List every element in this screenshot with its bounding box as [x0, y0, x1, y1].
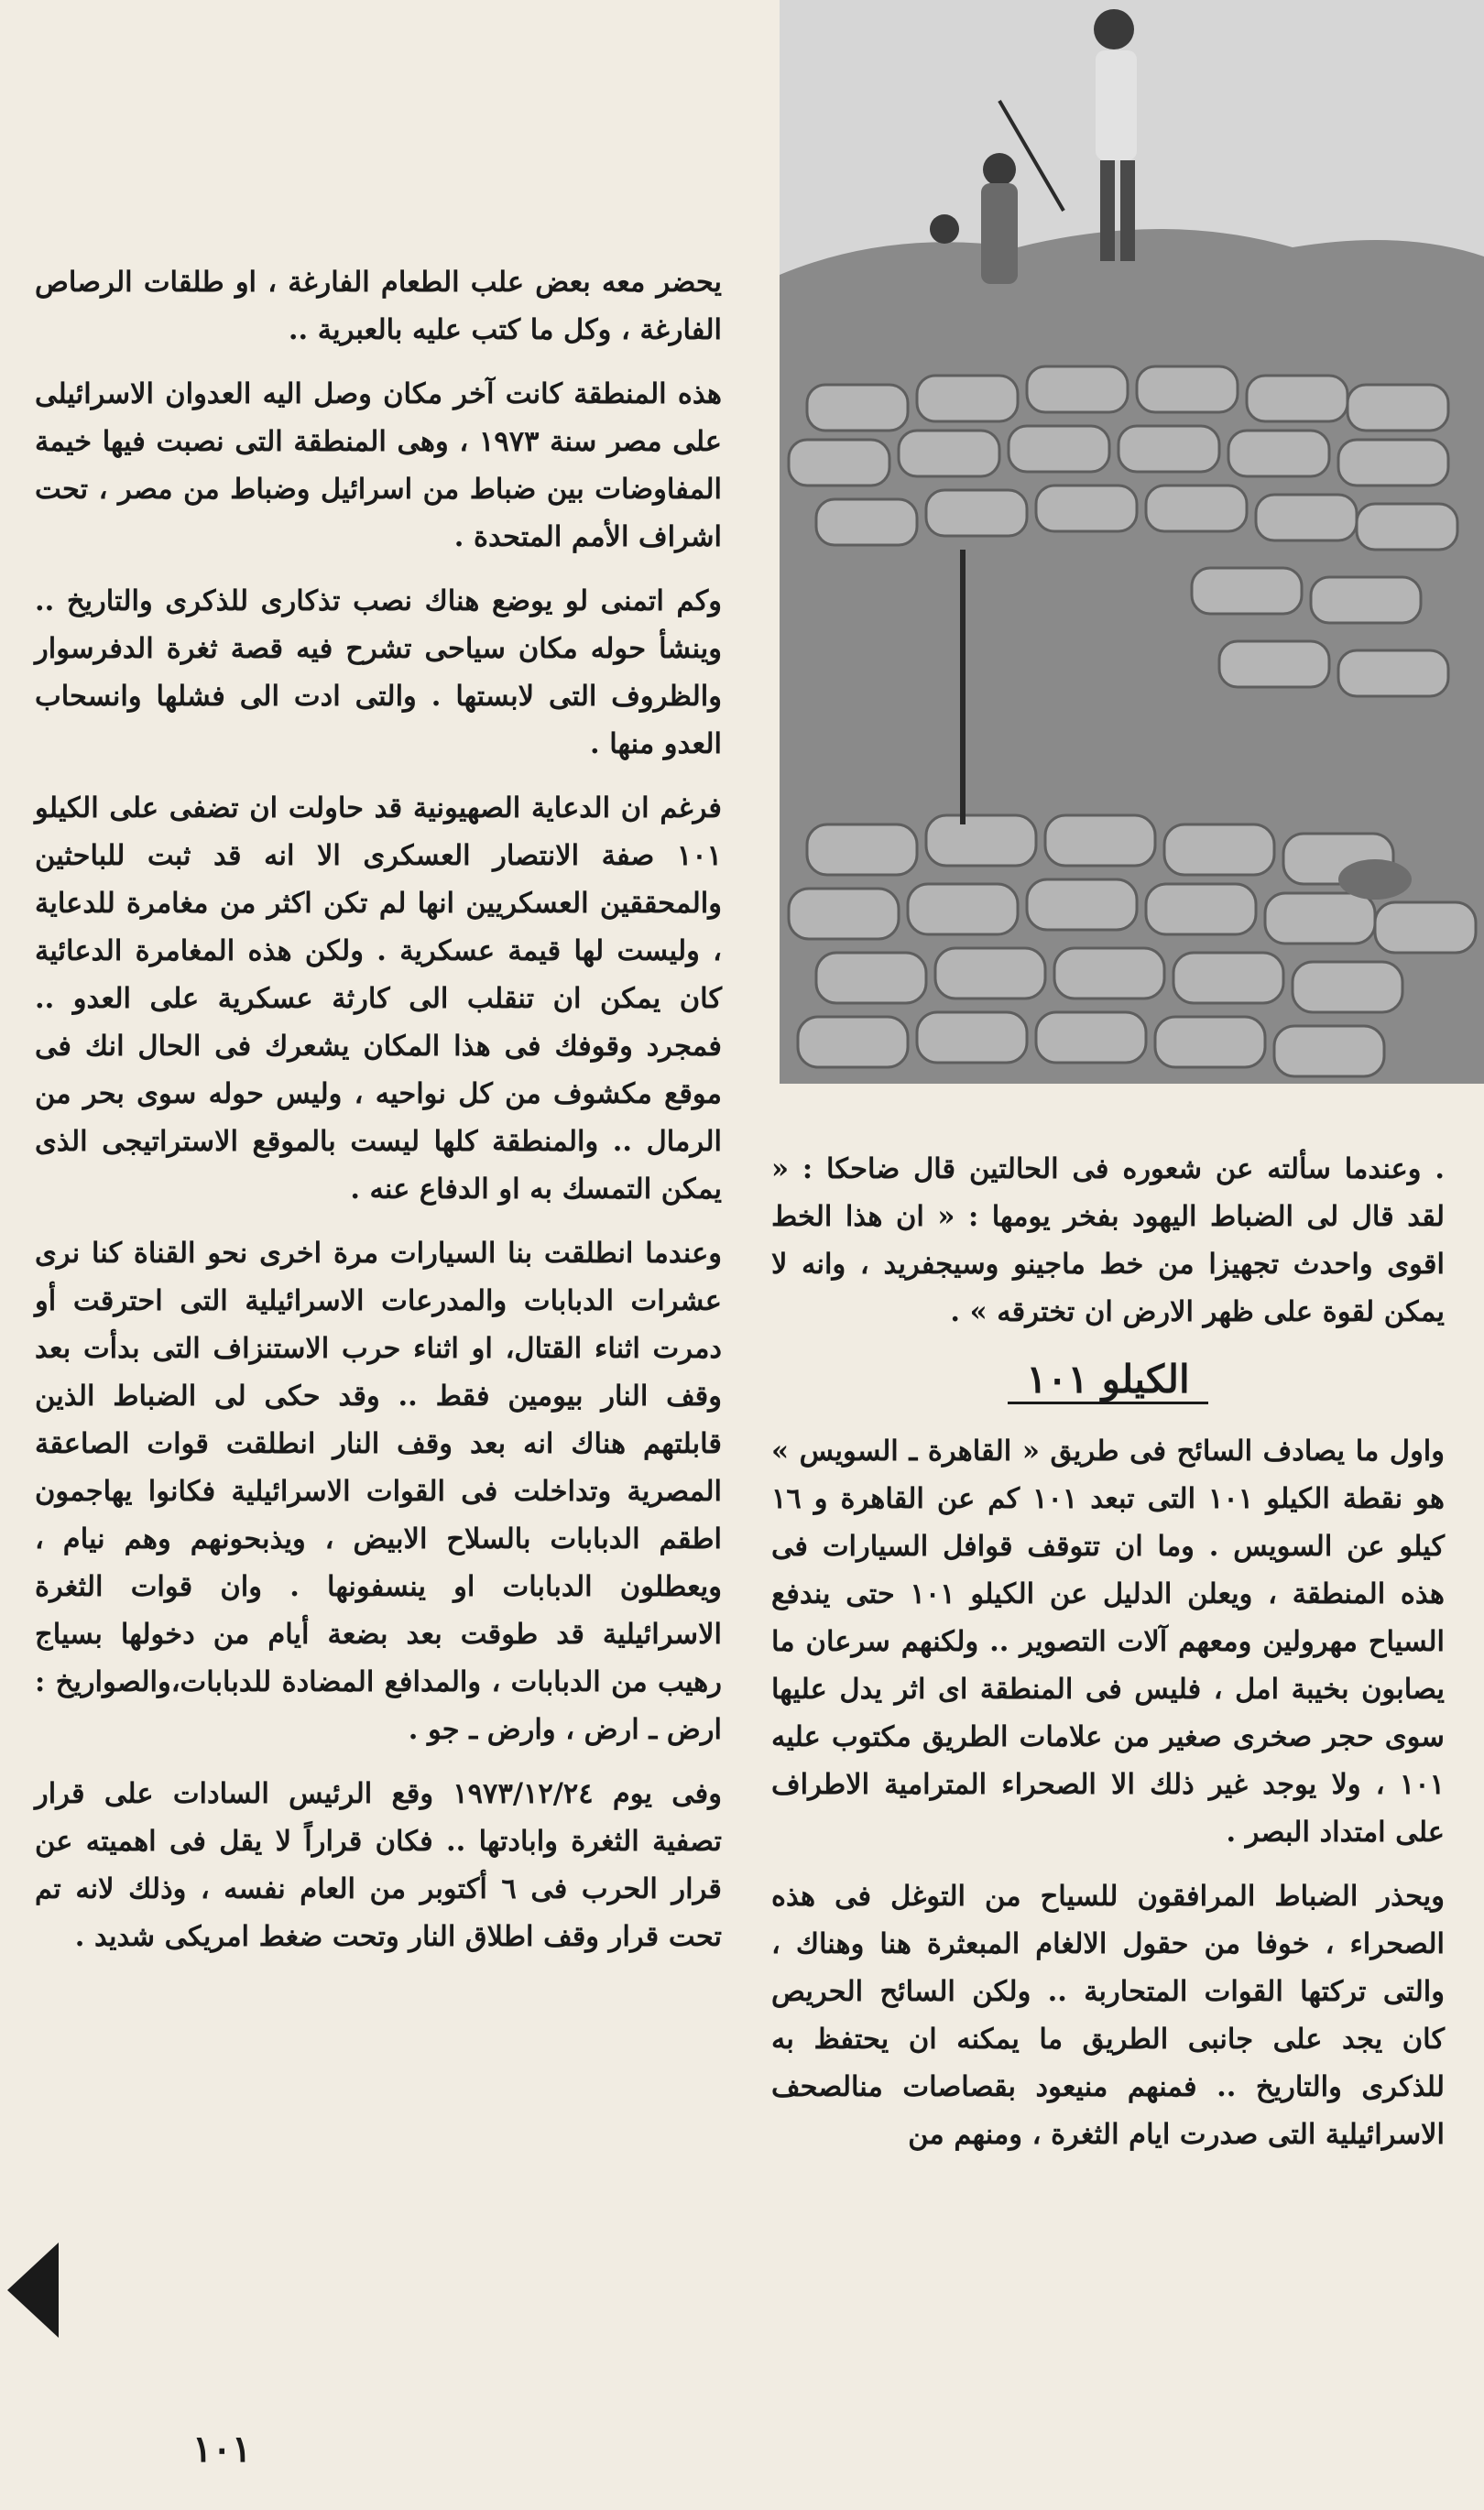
- right-text-column: [771, 1145, 1445, 2175]
- left-text-column: [35, 258, 722, 1977]
- paragraph: . وعندما سألته عن شعوره فى الحالتين قال ضاحكا : « لقد قال لى الضباط اليهود بفخر يومها : « ان هذا الخط اقوى واحدث تجهيزا من خط ماجينو وسيجفريد ، وانه لا يمكن لقوة على ظهر الارض ان تخترقه » .: [771, 1152, 1445, 1328]
- soldiers-sandbag-fortification-photo: [780, 0, 1484, 1084]
- paragraph: وعندما انطلقت بنا السيارات مرة اخرى نحو القناة كنا نرى عشرات الدبابات والمدرعات الاسرائيلية التى احترقت أو دمرت اثناء القتال، او اثناء حرب الاستنزاف التى بدأت بعد وقف النار بيومين فقط .. وقد حكى لى الضباط الذين قابلتهم هناك انه بعد وقف النار انطلقت قوات الصاعقة المصرية وتداخلت فى القوات الاسرائيلية فكانوا يهاجمون اطقم الدبابات بالسلاح الابيض ، ويذبحونهم وهم نيام ، ويعطلون الدبابات او ينسفونها . وان قوات الثغرة الاسرائيلية قد طوقت بعد بضعة أيام من دخولها بسياج رهيب من الدبابات ، والمدافع المضادة للدبابات،والصواريخ : ارض ـ ارض ، وارض ـ جو .: [35, 1237, 722, 1746]
- paragraph: فرغم ان الدعاية الصهيونية قد حاولت ان تضفى على الكيلو ١٠١ صفة الانتصار العسكرى الا انه قد ثبت للباحثين والمحققين العسكريين انها لم تكن اكثر من مغامرة للدعاية ، وليست لها قيمة عسكرية . ولكن هذه المغامرة الدعائية كان يمكن ان تنقلب الى كارثة عسكرية على العدو .. فمجرد وقوفك فى هذا المكان يشعرك فى الحال انك فى موقع مكشوف من كل نواحيه ، وليس حوله سوى بحر من الرمال .. والمنطقة كلها ليست بالموقع الاستراتيجى الذى يمكن التمسك به او الدفاع عنه .: [35, 791, 722, 1206]
- section-heading: [771, 1352, 1445, 1407]
- left-triangle-arrow-icon[interactable]: [7, 2243, 59, 2338]
- paragraph: واول ما يصادف السائح فى طريق « القاهرة ـ السويس » هو نقطة الكيلو ١٠١ التى تبعد ١٠١ كم عن القاهرة و ١٦ كيلو عن السويس . وما ان تتوقف قوافل السيارات فى هذه المنطقة ، ويعلن الدليل عن الكيلو ١٠١ حتى يندفع السياح مهرولين ومعهم آلات التصوير .. ولكنهم سرعان ما يصابون بخيبة امل ، فليس فى المنطقة اى اثر يدل عليها سوى حجر صخرى صغير من علامات الطريق مكتوب عليه ١٠١ ، ولا يوجد غير ذلك الا الصحراء المترامية الاطراف على امتداد البصر .: [771, 1435, 1445, 1849]
- paragraph: وكم اتمنى لو يوضع هناك نصب تذكارى للذكرى والتاريخ .. وينشأ حوله مكان سياحى تشرح فيه قصة ثغرة الدفرسوار والظروف التى لابستها . والتى ادت الى فشلها وانسحاب العدو منها .: [35, 584, 722, 760]
- paragraph: ويحذر الضباط المرافقون للسياح من التوغل فى هذه الصحراء ، خوفا من حقول الالغام المبعثرة هنا وهناك ، والتى تركتها القوات المتحاربة .. ولكن السائح الحريص كان يجد على جانبى الطريق ما يمكنه ان يحتفظ به للذكرى والتاريخ .. فمنهم منيعود بقصاصات منالصحف الاسرائيلية التى صدرت ايام الثغرة ، ومنهم من: [771, 1880, 1445, 2151]
- paragraph: هذه المنطقة كانت آخر مكان وصل اليه العدوان الاسرائيلى على مصر سنة ١٩٧٣ ، وهى المنطقة التى نصبت فيها خيمة المفاوضات بين ضباط من اسرائيل وضباط من مصر ، تحت اشراف الأمم المتحدة .: [35, 377, 722, 553]
- paragraph: يحضر معه بعض علب الطعام الفارغة ، او طلقات الرصاص الفارغة ، وكل ما كتب عليه بالعبرية ..: [35, 266, 722, 346]
- paragraph: وفى يوم ١٩٧٣/١٢/٢٤ وقع الرئيس السادات على قرار تصفية الثغرة وابادتها .. فكان قراراً لا يقل فى اهميته عن قرار الحرب فى ٦ أكتوبر من العام نفسه ، وذلك لانه تم تحت قرار وقف اطلاق النار وتحت ضغط امريكى شديد .: [35, 1777, 723, 1953]
- page-number: ١٠١: [192, 2428, 252, 2471]
- section-heading-text: الكيلو ١٠١: [1008, 1357, 1207, 1404]
